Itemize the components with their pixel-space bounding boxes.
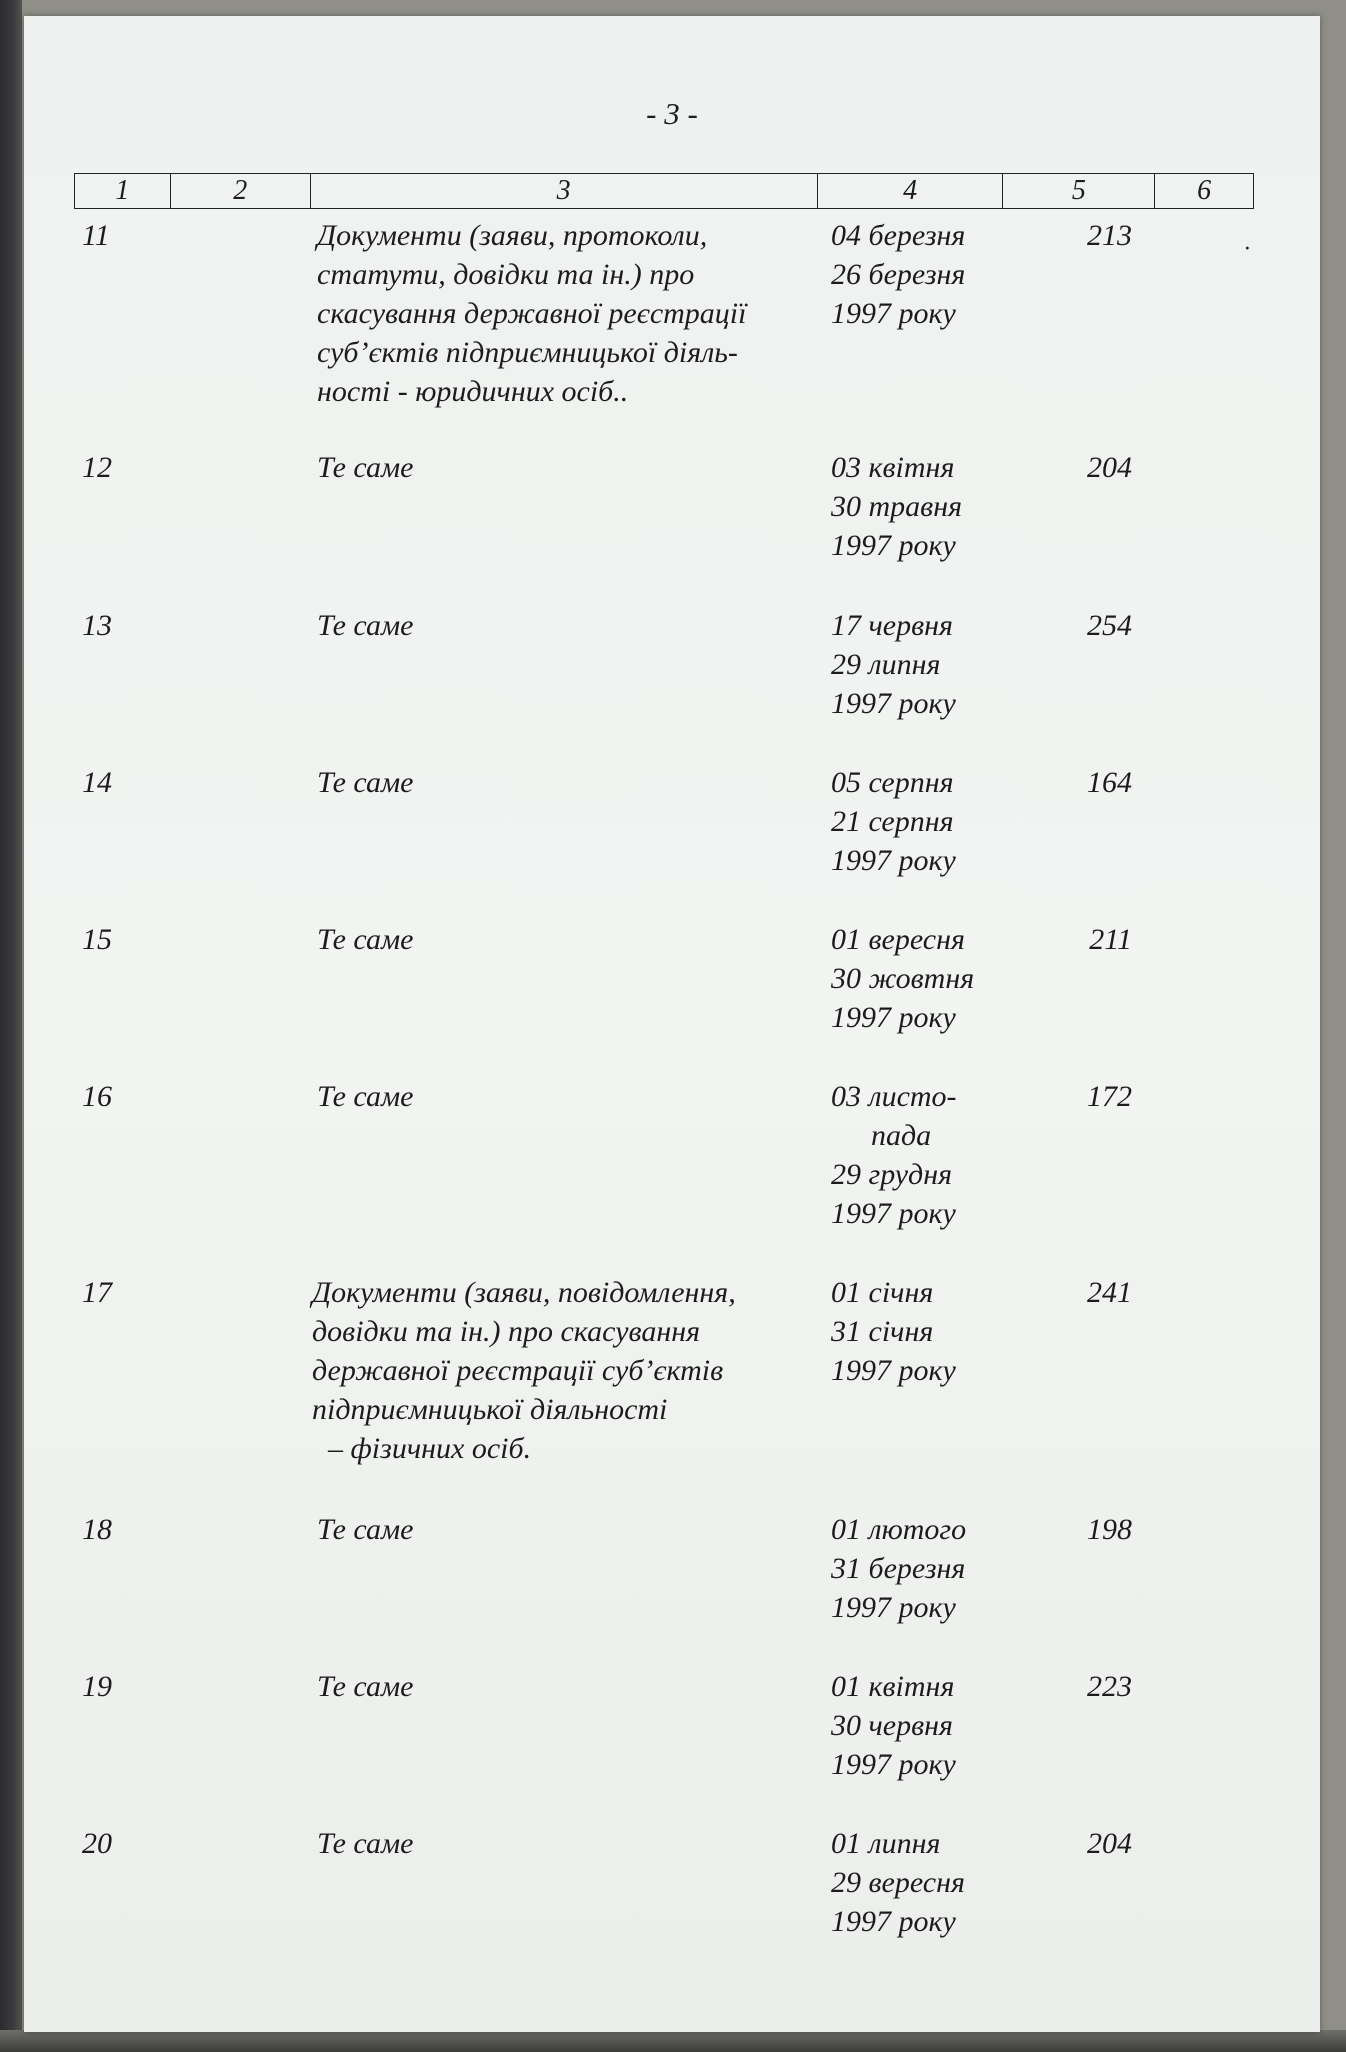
row-count: 172: [1087, 1080, 1132, 1113]
row-date-line: 1997 року: [831, 297, 956, 330]
row-title: [317, 1824, 837, 1863]
page-number: - 3 -: [646, 96, 698, 131]
row-count: 204: [1087, 451, 1132, 484]
row-date-line: 31 березня: [831, 1552, 966, 1585]
row-date-line: 1997 року: [831, 529, 956, 562]
row-count: 223: [1087, 1670, 1132, 1703]
row-date-line: 01 вересня: [831, 923, 965, 956]
table-header-row: [74, 173, 1254, 209]
row-number: 15: [82, 923, 112, 956]
row-title-line: Документи (заяви, протоколи,: [317, 219, 708, 252]
row-title-line: державної реєстрації суб’єктів: [312, 1354, 724, 1387]
row-title-line: Те саме: [317, 1080, 414, 1113]
header-cell-5: 5: [1003, 174, 1155, 208]
row-date-line: 30 червня: [831, 1709, 953, 1742]
row-date-line: 01 липня: [831, 1827, 941, 1860]
row-count: 164: [1087, 766, 1132, 799]
header-cell-6: 6: [1197, 175, 1212, 206]
row-date-line: 01 квітня: [831, 1670, 955, 1703]
row-date-line: 29 вересня: [831, 1866, 965, 1899]
row-date-line: 01 лютого: [831, 1513, 967, 1546]
header-cell-1: 1: [75, 174, 171, 208]
row-date-line: 03 квітня: [831, 451, 955, 484]
row-title-line: ності - юридичних осіб..: [317, 375, 629, 408]
row-number: 18: [82, 1513, 112, 1546]
row-date-line: 26 березня: [831, 258, 966, 291]
row-date-line: 17 червня: [831, 609, 953, 642]
row-date-line: 04 березня: [831, 219, 966, 252]
row-title: [317, 920, 837, 959]
row-count: 254: [1087, 609, 1132, 642]
row-date-line: 1997 року: [831, 844, 956, 877]
row-number: 11: [82, 219, 110, 252]
row-dates: [831, 216, 1021, 333]
row-title-line: Те саме: [317, 1827, 414, 1860]
row-date-line: 05 серпня: [831, 766, 954, 799]
row-title-line: Те саме: [317, 923, 414, 956]
row-number: 20: [82, 1827, 112, 1860]
row-dates: [831, 1510, 1021, 1627]
row-number: 17: [82, 1276, 112, 1309]
row-number: 16: [82, 1080, 112, 1113]
row-date-line: 30 травня: [831, 490, 963, 523]
header-cell-3: 3: [311, 174, 818, 208]
row-date-line: 01 січня: [831, 1276, 934, 1309]
row-title-line: Те саме: [317, 451, 414, 484]
row-count: 213: [1087, 219, 1132, 252]
row-date-line: 03 листо-: [831, 1080, 957, 1113]
row-title: [317, 1510, 837, 1549]
row-dates: [831, 920, 1021, 1037]
row-date-line: 1997 року: [831, 1354, 956, 1387]
row-title-line: суб’єктів підприємницької діяль-: [317, 336, 738, 369]
row-title-line: статути, довідки та ін.) про: [317, 258, 695, 291]
row-dates: [831, 1077, 1021, 1233]
row-date-line: пада: [871, 1119, 932, 1152]
row-date-line: 31 січня: [831, 1315, 934, 1348]
row-title-line: Те саме: [317, 766, 414, 799]
binder-edge: [0, 0, 22, 2052]
row-date-line: 1997 року: [831, 1748, 956, 1781]
table-surface: [0, 2030, 1346, 2052]
row-title: [317, 1077, 837, 1116]
row-title-line: Те саме: [317, 1670, 414, 1703]
row-date-line: 1997 року: [831, 687, 956, 720]
row-title: [317, 763, 837, 802]
row-date-line: 29 грудня: [831, 1158, 953, 1191]
row-number: 13: [82, 609, 112, 642]
row-title-line: скасування державної реєстрації: [317, 297, 747, 330]
row-date-line: 1997 року: [831, 1905, 956, 1938]
row-date-line: 30 жовтня: [831, 962, 975, 995]
row-title: [317, 216, 837, 411]
row-count: 211: [1089, 923, 1132, 956]
row-date-line: 1997 року: [831, 1591, 956, 1624]
row-title: [317, 1667, 837, 1706]
ink-dot: ·: [1244, 236, 1250, 262]
row-number: 14: [82, 766, 112, 799]
header-cell-4: 4: [818, 174, 1004, 208]
row-count: 241: [1087, 1276, 1132, 1309]
row-date-line: 21 серпня: [831, 805, 954, 838]
row-number: 12: [82, 451, 112, 484]
header-cell-2: 2: [171, 174, 311, 208]
row-title: [317, 606, 837, 645]
row-date-line: 29 липня: [831, 648, 941, 681]
document-page: [24, 16, 1320, 2032]
row-count: 204: [1087, 1827, 1132, 1860]
row-dates: [831, 1667, 1021, 1784]
row-title: [317, 448, 837, 487]
row-title-line: Те саме: [317, 609, 414, 642]
row-number: 19: [82, 1670, 112, 1703]
row-dates: [831, 1273, 1021, 1390]
row-title: [312, 1273, 832, 1468]
row-dates: [831, 1824, 1021, 1941]
row-title-line: Документи (заяви, повідомлення,: [312, 1276, 736, 1309]
row-dates: [831, 606, 1021, 723]
row-title-line: Те саме: [317, 1513, 414, 1546]
row-count: 198: [1087, 1513, 1132, 1546]
row-dates: [831, 763, 1021, 880]
row-title-line: довідки та ін.) про скасування: [312, 1315, 701, 1348]
row-date-line: 1997 року: [831, 1001, 956, 1034]
row-dates: [831, 448, 1021, 565]
row-title-line: – фізичних осіб.: [328, 1432, 532, 1465]
row-date-line: 1997 року: [831, 1197, 956, 1230]
row-title-line: підприємницької діяльності: [312, 1393, 668, 1426]
